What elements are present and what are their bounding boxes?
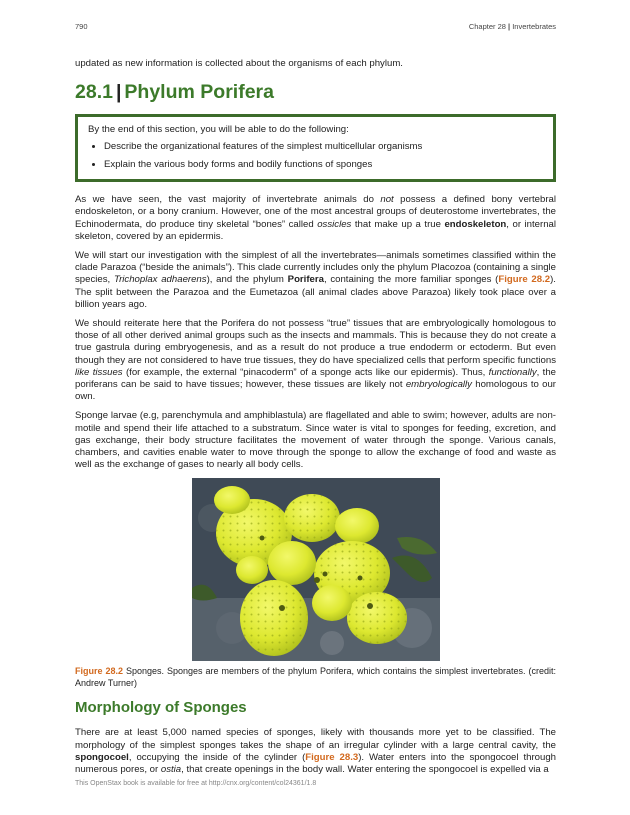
section-number: 28.1	[75, 81, 113, 104]
chapter-label: Chapter 28	[468, 22, 506, 31]
objectives-lead: By the end of this section, you will be able to do the following:	[88, 124, 349, 136]
intro-line: updated as new information is collected about the organisms of each phylum.	[75, 58, 403, 69]
section-title: Phylum Porifera	[124, 81, 274, 104]
page-footer: This OpenStax book is available for free at http://cnx.org/content/col24361/1.8	[75, 780, 317, 787]
figure-28-3-link[interactable]: Figure 28.3	[305, 751, 359, 763]
header-separator: |	[508, 22, 511, 31]
section-separator: |	[115, 81, 122, 104]
sponge-photo-illustration	[192, 478, 440, 661]
objective-item: • Explain the various body forms and bodily functions of sponges	[104, 159, 543, 171]
chapter-title: Invertebrates	[512, 22, 556, 31]
paragraph-tissues: We should reiterate here that the Porifera do not possess “true” tissues that are embryologically homologous to those of all other derived animal groups such as the insects and mammals. This is because they do not create a true gastrula during embryogenesis, and as a result do not produce a true endoderm or ectoderm. But even though they are not considered to have true tissues, they do have specialized cells that perform specific functions like tissues (for example, the external “pinacoderm” of a sponge acts like our epidermis). Thus, functionally, the poriferans can be said to have tissues; however, these tissues are likely not embryologically homologous to our own.	[75, 318, 557, 403]
page-number: 790	[75, 22, 88, 31]
figure-caption: Figure 28.2 Sponges. Sponges are members of the phylum Porifera, which contains the simplest invertebrates. (credit: Andrew Turner)	[75, 666, 556, 688]
paragraph-endoskeleton: As we have seen, the vast majority of invertebrate animals do not possess a defined bony vertebral endoskeleton, or a bony cranium. However, one of the most ancestral groups of deuterostome invertebrates, the Echinodermata, do produce tiny skeletal “bones” called ossicles that make up a true endoskeleton, or internal skeleton, covered by an epidermis.	[75, 194, 556, 242]
learning-objectives-box	[75, 114, 556, 182]
figure-28-2-link[interactable]: Figure 28.2	[498, 274, 551, 286]
section-heading	[75, 80, 556, 104]
objectives-list	[88, 141, 543, 171]
sponge-photo	[192, 478, 440, 661]
page-content	[75, 58, 556, 783]
paragraph-parazoa: We will start our investigation with the simplest of all the invertebrates—animals sometimes classified within the clade Parazoa (“beside the animals”). This clade currently includes only the phylum Placozoa (containing a single species, Trichoplax adhaerens), and the phylum Porifera, containing the more familiar sponges (Figure 28.2). The split between the Parazoa and the Eumetazoa (all animal clades above Parazoa) likely took place over a billion years ago.	[75, 250, 556, 310]
figure-label: Figure 28.2	[75, 666, 124, 677]
paragraph-morphology: There are at least 5,000 named species of sponges, likely with thousands more yet to be classified. The morphology of the simplest sponges takes the shape of an irregular cylinder with a large central cavity, the spongocoel, occupying the inside of the cylinder (Figure 28.3). Water enters into the spongocoel through numerous pores, or ostia, that create openings in the body wall. Water entering the spongocoel is expelled via a	[75, 727, 556, 776]
subheading: Morphology of Sponges	[75, 699, 247, 717]
objective-item: • Describe the organizational features of the simplest multicellular organisms	[104, 141, 543, 153]
paragraph-larvae: Sponge larvae (e.g, parenchymula and amphiblastula) are flagellated and able to swim; however, adults are non-motile and spend their life attached to a substratum. Since water is vital to sponges for feeding, excretion, and gas exchange, their body structure facilitates the movement of water through the sponge. Various canals, chambers, and cavities enable water to move through the sponge to allow the exchange of food and waste as well as the exchange of gases to nearly all body cells.	[75, 410, 556, 471]
running-header	[469, 22, 556, 31]
